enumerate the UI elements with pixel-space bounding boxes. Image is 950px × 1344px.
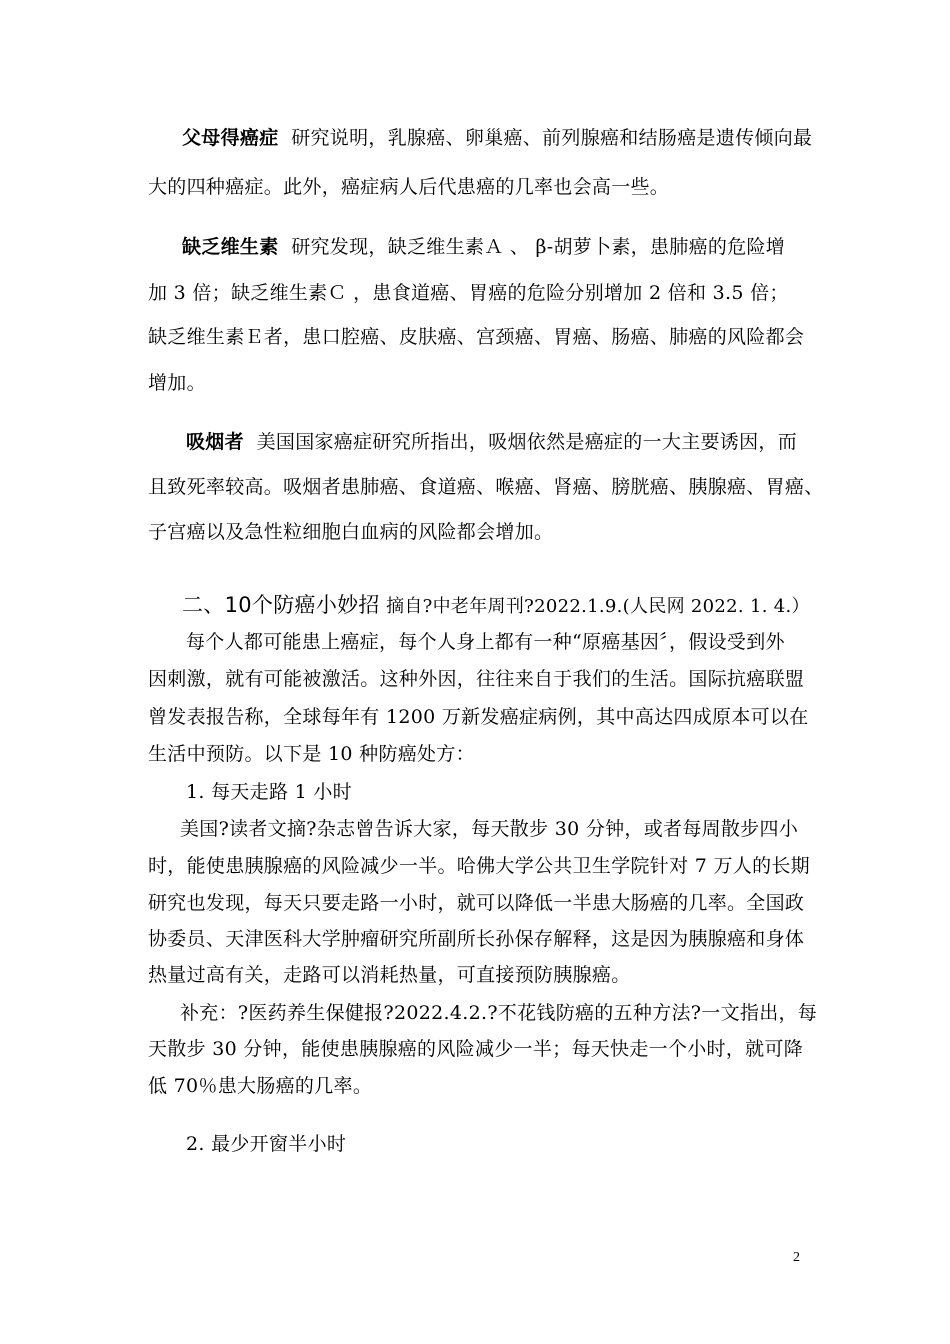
- tip-body-line: 时，能使患胰腺癌的风险减少一半。哈佛大学公共卫生学院针对 7 万人的长期: [148, 855, 810, 877]
- paragraph-text: 研究说明，乳腺癌、卵巢癌、前列腺癌和结肠癌是遗传倾向最: [291, 127, 813, 149]
- intro-line: 每个人都可能患上癌症，每个人身上都有一种“原癌基因〞，假设受到外: [186, 631, 785, 653]
- section-heading: [182, 592, 810, 620]
- paragraph-text: 美国国家癌症研究所指出，吸烟依然是癌症的一大主要诱因，而: [256, 431, 797, 453]
- paragraph-parents-line1: [182, 125, 812, 151]
- intro-line: 因刺激，就有可能被激活。这种外因，往往来自于我们的生活。国际抗癌联盟: [148, 668, 805, 690]
- paragraph-label-vitamin: 缺乏维生素: [182, 236, 279, 258]
- paragraph-vitamin-line3: 缺乏维生素Ｅ者，患口腔癌、皮肤癌、宫颈癌、胃癌、肠癌、肺癌的风险都会: [148, 326, 805, 348]
- tip-body-line: 研究也发现，每天只要走路一小时，就可以降低一半患大肠癌的几率。全国政: [148, 892, 805, 914]
- supplement-line: 低 70％患大肠癌的几率。: [148, 1075, 373, 1097]
- page-number: 2: [793, 1250, 800, 1265]
- tip-body-line: 协委员、天津医科大学肿瘤研究所副所长孙保存解释，这是因为胰腺癌和身体: [148, 928, 805, 950]
- paragraph-vitamin-line1: [182, 234, 785, 260]
- paragraph-label-smoker: 吸烟者: [186, 431, 244, 453]
- paragraph-smoker-line1: [186, 429, 797, 455]
- paragraph-text: 研究发现，缺乏维生素Ａ 、 β-胡萝卜素，患肺癌的危险增: [291, 236, 786, 258]
- paragraph-vitamin-line4: 增加。: [148, 372, 206, 394]
- tip-body-line: 热量过高有关，走路可以消耗热量，可直接预防胰腺癌。: [148, 964, 631, 986]
- paragraph-vitamin-line2: 加 3 倍；缺乏维生素Ｃ ，患食道癌、胃癌的危险分别增加 2 倍和 3.5 倍；: [148, 282, 789, 304]
- paragraph-label-parents: 父母得癌症: [182, 127, 279, 149]
- intro-line: 曾发表报告称，全球每年有 1200 万新发癌症病例，其中高达四成原本可以在: [148, 706, 809, 728]
- supplement-line: 补充：?医药养生保健报?2022.4.2.?不花钱防癌的五种方法?一文指出，每: [180, 1002, 818, 1024]
- section-source: 摘自?中老年周刊?2022.1.9.(人民网 2022. 1. 4.）: [386, 596, 810, 617]
- tip-title-2: 2. 最少开窗半小时: [186, 1133, 347, 1155]
- tip-title-1: 1. 每天走路 1 小时: [186, 781, 352, 803]
- intro-line: 生活中预防。以下是 10 种防癌处方：: [148, 743, 475, 765]
- section-title: 二、10个防癌小妙招: [182, 593, 380, 617]
- paragraph-parents-line2: 大的四种癌症。此外，癌症病人后代患癌的几率也会高一些。: [148, 176, 670, 198]
- paragraph-smoker-line3: 子宫癌以及急性粒细胞白血病的风险都会增加。: [148, 521, 554, 543]
- tip-body-line: 美国?读者文摘?杂志曾告诉大家，每天散步 30 分钟，或者每周散步四小: [180, 818, 799, 840]
- paragraph-smoker-line2: 且致死率较高。吸烟者患肺癌、食道癌、喉癌、肾癌、膀胱癌、胰腺癌、胃癌、: [148, 476, 824, 498]
- supplement-line: 天散步 30 分钟，能使患胰腺癌的风险减少一半；每天快走一个小时，就可降: [148, 1038, 804, 1060]
